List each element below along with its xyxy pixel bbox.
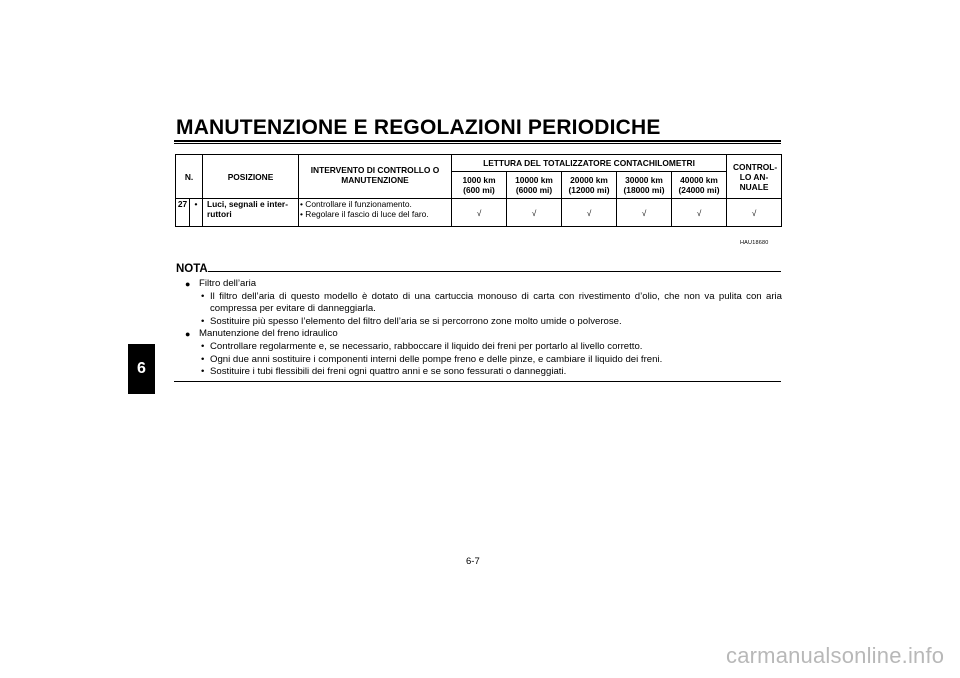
interval-header: 1000 km (600 mi) bbox=[452, 172, 507, 199]
bullet-icon: • bbox=[201, 353, 205, 365]
check-mark: √ bbox=[672, 199, 727, 227]
title-rule bbox=[174, 140, 781, 142]
bullet-icon: ● bbox=[185, 329, 191, 340]
row-marker: • bbox=[190, 199, 203, 227]
list-item: • Il filtro dell’aria di questo modello è dotato di una cartuccia monouso di carta con rivestimento d’olio, che non va pulita con aria compressa per evitare di danneggiarla. bbox=[201, 290, 782, 315]
header-position: POSIZIONE bbox=[203, 155, 299, 199]
bullet-icon: • bbox=[201, 290, 205, 302]
list-item: • Controllare regolarmente e, se necessario, rabboccare il liquido dei freni per portarlo al livello corretto. bbox=[201, 340, 643, 352]
interval-header: 30000 km (18000 mi) bbox=[617, 172, 672, 199]
page-number: 6-7 bbox=[466, 556, 480, 567]
header-odometer: LETTURA DEL TOTALIZZATORE CONTACHILOMETRI bbox=[452, 155, 727, 172]
nota-label: NOTA bbox=[176, 263, 208, 275]
row-position: Luci, segnali e inter-ruttori bbox=[203, 199, 299, 227]
interval-header: 10000 km (6000 mi) bbox=[507, 172, 562, 199]
bullet-icon: • bbox=[201, 340, 205, 352]
title-rule-thin bbox=[174, 143, 781, 144]
interval-header: 20000 km (12000 mi) bbox=[562, 172, 617, 199]
chapter-tab: 6 bbox=[128, 344, 155, 394]
list-item: • Sostituire più spesso l’elemento del filtro dell’aria se si percorrono zone molto umide o polverose. bbox=[201, 315, 622, 327]
list-item: • Ogni due anni sostituire i componenti interni delle pompe freno e delle pinze, e cambiare il liquido dei freni. bbox=[201, 353, 663, 365]
bullet-icon: ● bbox=[185, 279, 191, 289]
maintenance-table bbox=[175, 154, 782, 227]
bullet-icon: • bbox=[201, 366, 205, 378]
header-annual: CONTROL-LO AN-NUALE bbox=[727, 155, 782, 199]
header-action: INTERVENTO DI CONTROLLO O MANUTENZIONE bbox=[299, 155, 452, 199]
check-mark: √ bbox=[452, 199, 507, 227]
section-end-rule bbox=[174, 381, 781, 382]
bullet-icon: • bbox=[201, 315, 205, 327]
reference-code: HAU18680 bbox=[740, 240, 769, 246]
list-item: ● Manutenzione del freno idraulico bbox=[185, 328, 338, 340]
interval-header: 40000 km (24000 mi) bbox=[672, 172, 727, 199]
check-mark-annual: √ bbox=[727, 199, 782, 227]
page-title: MANUTENZIONE E REGOLAZIONI PERIODICHE bbox=[176, 116, 661, 139]
nota-rule bbox=[208, 271, 781, 272]
check-mark: √ bbox=[507, 199, 562, 227]
row-number: 27 bbox=[176, 199, 190, 227]
table-row bbox=[176, 199, 782, 227]
header-n: N. bbox=[176, 155, 203, 199]
watermark: carmanualsonline.info bbox=[726, 643, 945, 668]
check-mark: √ bbox=[617, 199, 672, 227]
row-actions: • Controllare il funzionamento. • Regolare il fascio di luce del faro. bbox=[299, 199, 452, 227]
check-mark: √ bbox=[562, 199, 617, 227]
list-item: ● Filtro dell’aria bbox=[185, 278, 257, 289]
nota-section bbox=[176, 278, 782, 379]
list-item: • Sostituire i tubi flessibili dei freni ogni quattro anni e se sono fessurati o danneggiati. bbox=[201, 366, 567, 378]
